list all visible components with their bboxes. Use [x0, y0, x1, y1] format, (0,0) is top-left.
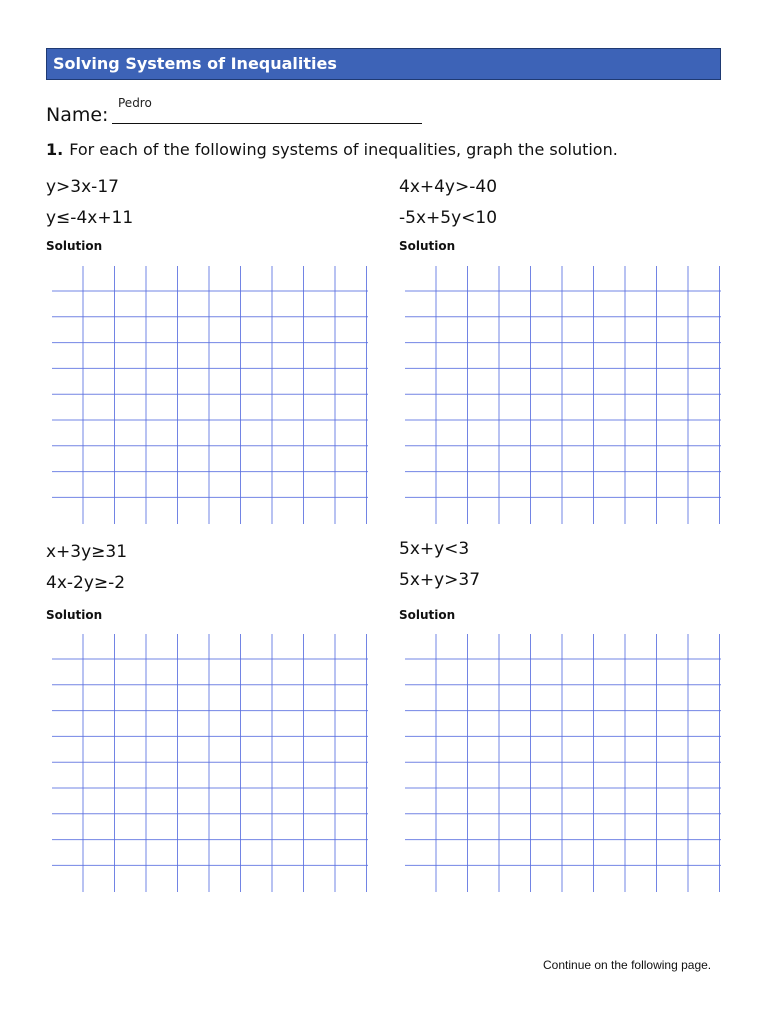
- problem-4-inequality-2: 5x+y>37: [399, 570, 481, 590]
- instruction-text: For each of the following systems of inequalities, graph the solution.: [69, 140, 618, 159]
- problem-2-inequality-2: -5x+5y<10: [399, 208, 498, 228]
- problem-3-graph-grid[interactable]: [52, 634, 368, 892]
- footer-note: Continue on the following page.: [543, 958, 712, 972]
- problem-1-inequality-1: y>3x-17: [46, 177, 119, 197]
- problem-3-solution-label: Solution: [46, 608, 103, 622]
- problem-3-inequality-1: x+3y≥31: [46, 542, 128, 562]
- problem-2-graph-grid[interactable]: [405, 266, 721, 524]
- problem-4-solution-label: Solution: [399, 608, 456, 622]
- problem-2-inequality-1: 4x+4y>-40: [399, 177, 498, 197]
- problem-1-solution-label: Solution: [46, 239, 103, 253]
- problem-4-inequality-1: 5x+y<3: [399, 539, 470, 559]
- problem-1-inequality-2: y≤-4x+11: [46, 208, 134, 228]
- instruction: [46, 140, 618, 159]
- problem-4-graph-grid[interactable]: [405, 634, 721, 892]
- name-value: Pedro: [118, 96, 152, 110]
- problem-1-graph-grid[interactable]: [52, 266, 368, 524]
- name-field-line: [112, 123, 422, 124]
- name-label: Name:: [46, 104, 109, 126]
- problem-3-inequality-2: 4x-2y≥-2: [46, 573, 126, 593]
- question-number: 1.: [46, 140, 64, 159]
- problem-2-solution-label: Solution: [399, 239, 456, 253]
- page-title: Solving Systems of Inequalities: [53, 54, 337, 73]
- section-header: [46, 48, 721, 80]
